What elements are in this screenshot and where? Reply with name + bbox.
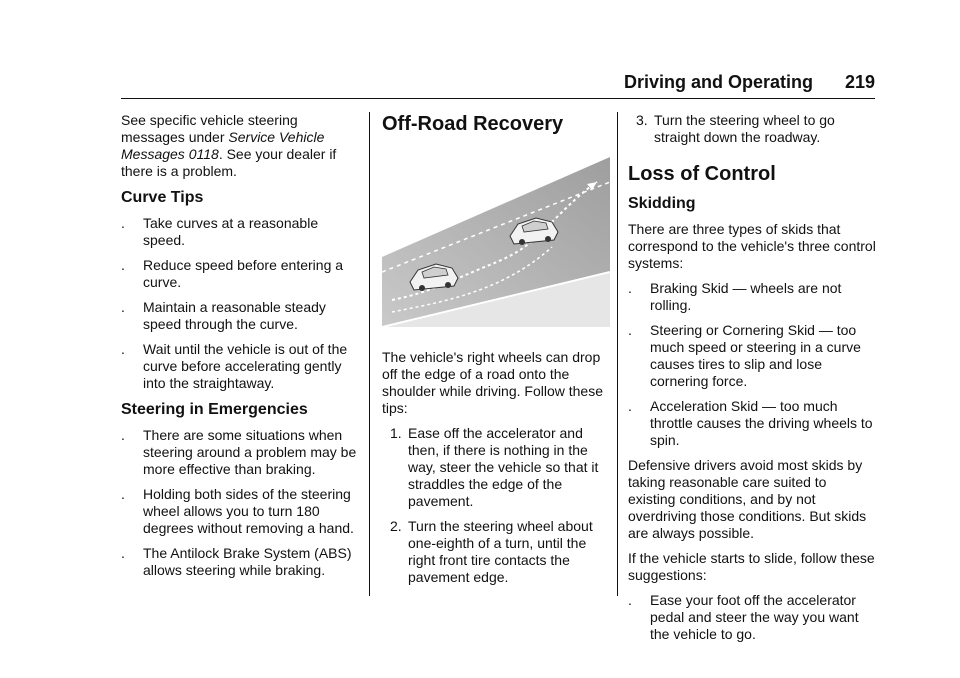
bullet-icon: . <box>121 215 125 231</box>
bullet-icon: . <box>121 486 125 502</box>
list-item: . Reduce speed before entering a curve. <box>121 257 344 290</box>
list-item: . Ease your foot off the accelerator pedal and steer the way you want the vehicle to go. <box>628 592 859 642</box>
page-reference[interactable]: 0118 <box>188 146 219 162</box>
curve-tips-heading: Curve Tips <box>121 189 204 206</box>
service-messages-link[interactable]: Service Vehicle Messages <box>121 129 325 162</box>
bullet-icon: . <box>121 427 125 443</box>
list-item: . There are some situations when steering around a problem may be more effective than braking. <box>121 427 357 477</box>
page-number: 219 <box>844 72 875 92</box>
column-divider-1 <box>369 112 370 596</box>
slide-tips-list <box>628 592 876 643</box>
list-item: . Take curves at a reasonable speed. <box>121 215 319 248</box>
loss-of-control-heading: Loss of Control <box>628 163 776 185</box>
column-middle <box>382 112 610 594</box>
list-item: . Acceleration Skid — too much throttle causes the driving wheels to spin. <box>628 398 873 448</box>
steering-emergencies-heading: Steering in Emergencies <box>121 401 308 418</box>
column-divider-2 <box>617 112 618 596</box>
bullet-icon: . <box>628 280 632 296</box>
skidding-heading: Skidding <box>628 195 696 212</box>
skidding-intro: There are three types of skids that correspond to the vehicle's three control systems: <box>628 221 876 271</box>
curve-tips-list <box>121 215 361 392</box>
bullet-icon: . <box>628 398 632 414</box>
intro-paragraph: See specific vehicle steering messages under Service Vehicle Messages 0118. See your dealer if there is a problem. <box>121 112 337 179</box>
list-item: . The Antilock Brake System (ABS) allows steering while braking. <box>121 545 352 578</box>
section-title: Driving and Operating <box>623 72 813 92</box>
list-item: 1. Ease off the accelerator and then, if there is nothing in the way, steer the vehicle so that it straddles the edge of the pavement. <box>390 425 599 509</box>
page-header <box>121 72 875 96</box>
off-road-recovery-heading: Off-Road Recovery <box>382 113 564 135</box>
list-item: . Maintain a reasonable steady speed through the curve. <box>121 299 326 332</box>
list-item: . Braking Skid — wheels are not rolling. <box>628 280 842 313</box>
bullet-icon: . <box>121 341 125 357</box>
off-road-intro: The vehicle's right wheels can drop off the edge of a road onto the shoulder while driving. Follow these tips: <box>382 349 603 416</box>
bullet-icon: . <box>628 592 632 608</box>
list-item: . Wait until the vehicle is out of the curve before accelerating gently into the straightaway. <box>121 341 348 391</box>
slide-suggestions-paragraph: If the vehicle starts to slide, follow these suggestions: <box>628 550 875 583</box>
column-right <box>628 112 876 651</box>
steering-emergencies-list <box>121 427 361 579</box>
header-rule <box>121 98 875 99</box>
bullet-icon: . <box>628 322 632 338</box>
list-item: 2. Turn the steering wheel about one-eighth of a turn, until the right front tire contacts the pavement edge. <box>390 518 593 585</box>
off-road-recovery-illustration <box>382 152 610 327</box>
list-item: . Holding both sides of the steering wheel allows you to turn 180 degrees without removing a hand. <box>121 486 354 536</box>
list-item: 3. Turn the steering wheel to go straight down the roadway. <box>636 112 835 145</box>
bullet-icon: . <box>121 545 125 561</box>
list-item: . Steering or Cornering Skid — too much speed or steering in a curve causes tires to slip and lose cornering force. <box>628 322 861 389</box>
bullet-icon: . <box>121 257 125 273</box>
defensive-drivers-paragraph: Defensive drivers avoid most skids by taking reasonable care suited to existing conditions, and by not overdriving those conditions. But skids are always possible. <box>628 457 867 541</box>
skid-types-list <box>628 280 876 449</box>
column-left <box>121 112 361 587</box>
bullet-icon: . <box>121 299 125 315</box>
off-road-steps <box>382 425 610 586</box>
